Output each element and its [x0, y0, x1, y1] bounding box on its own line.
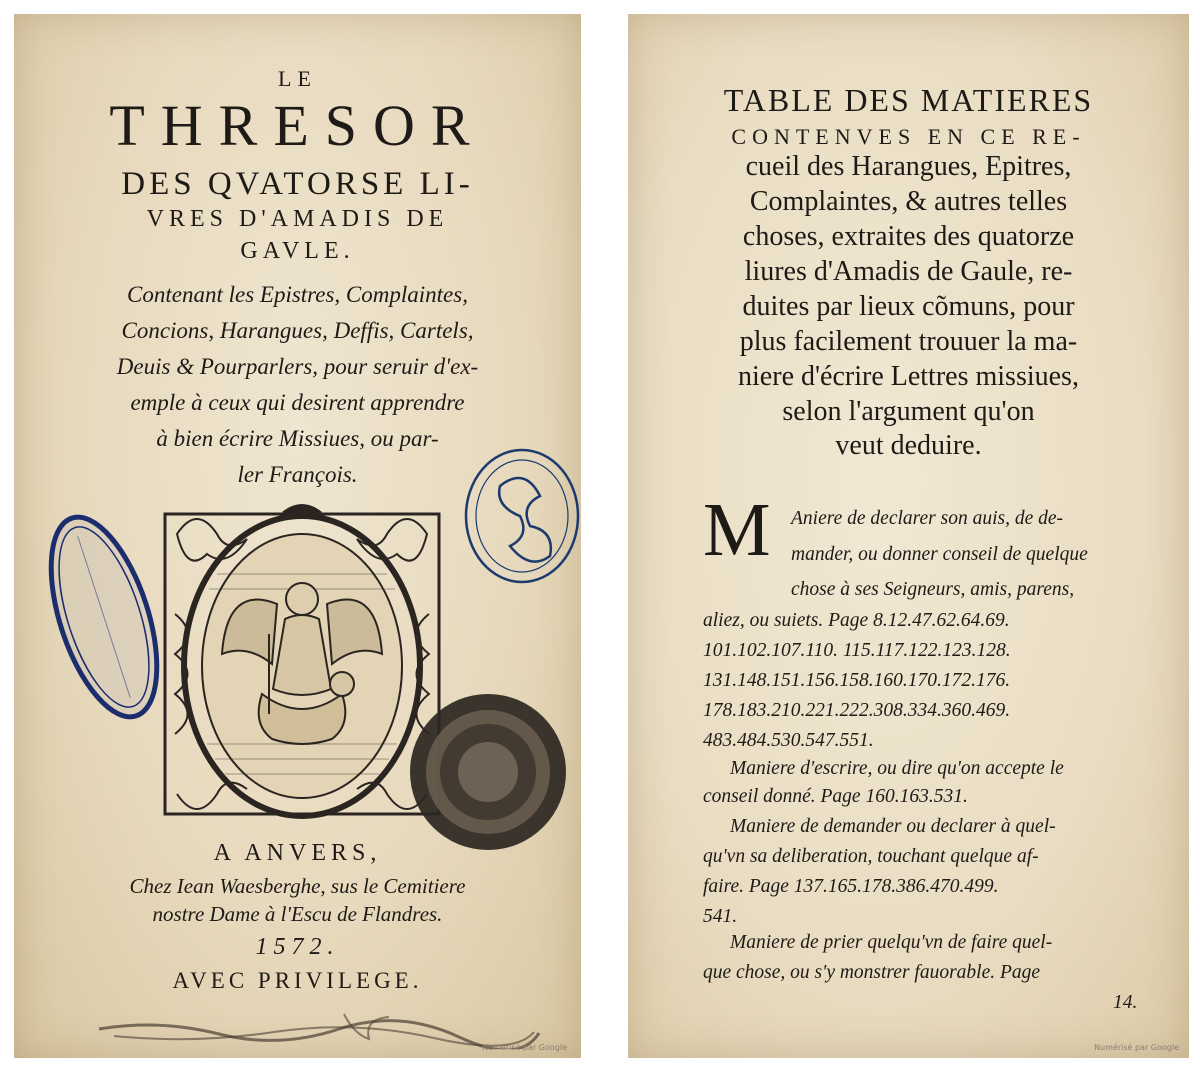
contents-heading: TABLE DES MATIERES [723, 82, 1094, 118]
subtitle-line-1: Contenant les Epistres, Complaintes, [127, 282, 468, 307]
title-page [14, 14, 581, 1058]
round-stamp-icon [460, 446, 580, 586]
heading-line: duites par lieux cõmuns, pour [742, 291, 1075, 322]
entry-line: 541. [703, 906, 738, 927]
heading-line: liures d'Amadis de Gaule, re- [744, 256, 1073, 287]
drop-cap: M [703, 488, 771, 572]
entry-line: que chose, ou s'y monstrer fauorable. Page [703, 962, 1041, 983]
entry-line: Maniere de prier quelqu'vn de faire quel- [730, 932, 1053, 953]
imprint-city: A ANVERS, [213, 840, 382, 866]
entry-line: chose à ses Seigneurs, amis, parens, [791, 579, 1075, 600]
heading-line: niere d'écrire Lettres missiues, [738, 361, 1079, 392]
imprint-address: nostre Dame à l'Escu de Flandres. [152, 902, 443, 926]
subtitle-line-3: Deuis & Pourparlers, pour seruir d'ex- [116, 354, 479, 379]
watermark: Numérisé par Google [1094, 1043, 1179, 1052]
entry-line: 131.148.151.156.158.160.170.172.176. [703, 670, 1011, 691]
title-line-thresor: THRESOR [109, 93, 486, 158]
library-stamp-icon [44, 502, 164, 732]
heading-line: choses, extraites des quatorze [742, 221, 1075, 252]
heading-line: selon l'argument qu'on [782, 396, 1035, 427]
subtitle-line-5: à bien écrire Missiues, ou par- [156, 426, 439, 451]
publication-year: 1572. [255, 934, 340, 960]
subtitle-line-6: ler François. [237, 462, 358, 487]
title-line-3: DES QVATORSE LI- [121, 166, 474, 202]
subtitle-line-4: emple à ceux qui desirent apprendre [130, 390, 465, 415]
seal-stamp-icon [406, 690, 571, 855]
ink-scribble [94, 1004, 544, 1049]
entry-line: qu'vn sa deliberation, touchant quelque af- [703, 846, 1039, 867]
entry-line: Aniere de declarer son auis, de de- [791, 508, 1064, 529]
title-line-le: LE [278, 66, 317, 91]
entry-line: aliez, ou suiets. Page 8.12.47.62.64.69. [703, 610, 1010, 631]
entry-line: 101.102.107.110. 115.117.122.123.128. [703, 640, 1011, 661]
entry-line: faire. Page 137.165.178.386.470.499. [703, 876, 999, 897]
title-line-4: VRES D'AMADIS DE [146, 206, 449, 232]
watermark: Numérisé par Google [482, 1043, 567, 1052]
entry-line: 483.484.530.547.551. [703, 730, 874, 751]
entry-line: 178.183.210.221.222.308.334.360.469. [703, 700, 1011, 721]
subtitle-line-2: Concions, Harangues, Deffis, Cartels, [121, 318, 474, 343]
contents-page [628, 14, 1189, 1058]
entry-line: mander, ou donner conseil de quelque [791, 544, 1088, 565]
contents-subheading: CONTENVES EN CE RE- [731, 124, 1086, 149]
heading-line: Complaintes, & autres telles [749, 186, 1068, 217]
woodcut-illustration [157, 494, 447, 824]
heading-line: cueil des Harangues, Epitres, [745, 151, 1072, 182]
entry-line: Maniere de demander ou declarer à quel- [730, 816, 1056, 837]
heading-line: plus facilement trouuer la ma- [739, 326, 1078, 357]
entry-line: Maniere d'escrire, ou dire qu'on accepte le [730, 758, 1064, 779]
privilege-line: AVEC PRIVILEGE. [172, 968, 423, 993]
title-line-5: GAVLE. [240, 238, 355, 264]
entry-line: conseil donné. Page 160.163.531. [703, 786, 968, 807]
entry-line: 14. [1113, 992, 1138, 1013]
imprint-printer: Chez Iean Waesberghe, sus le Cemitiere [129, 874, 466, 898]
heading-line: veut deduire. [835, 430, 982, 461]
